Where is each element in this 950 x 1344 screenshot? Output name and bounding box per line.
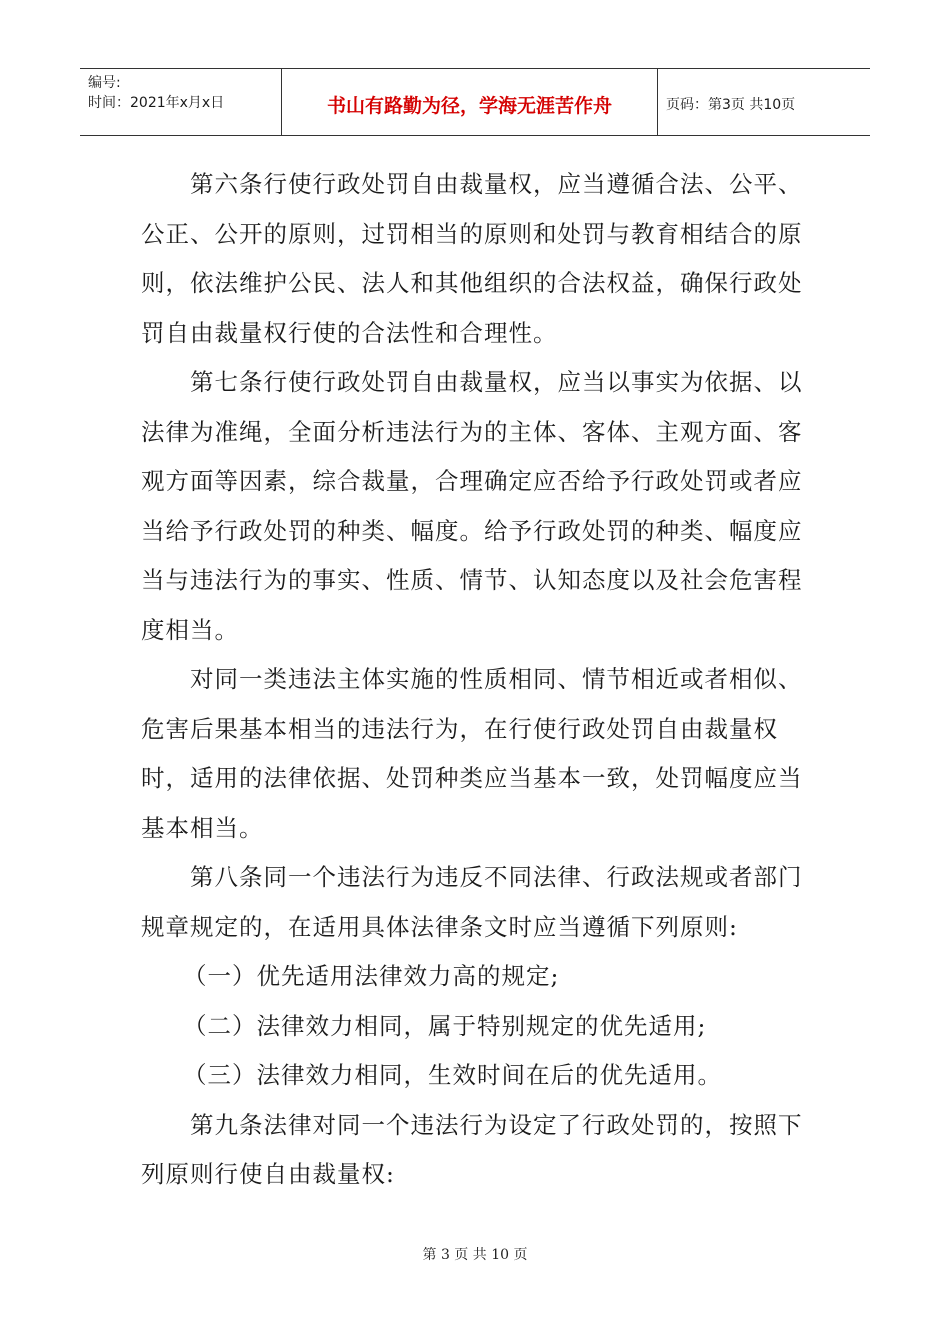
header-motto: 书山有路勤为径，学海无涯苦作舟 (282, 69, 658, 135)
article-8-item-2: （二）法律效力相同，属于特别规定的优先适用; (183, 1011, 707, 1040)
page-footer: 第 3 页 共 10 页 (422, 1247, 528, 1263)
article-8-paragraph: 第八条同一个违法行为违反不同法律、行政法规或者部门规章规定的，在适用具体法律条文时应当遵循下列原则: (141, 863, 803, 941)
article-9-paragraph: 第九条法律对同一个违法行为设定了行政处罚的，按照下列原则行使自由裁量权: (141, 1110, 803, 1188)
article-8-item-1: （一）优先适用法律效力高的规定; (183, 962, 560, 990)
document-number-label: 编号: (88, 75, 121, 91)
article-6-paragraph: 第六条行使行政处罚自由裁量权，应当遵循合法、公平、公正、公开的原则，过罚相当的原则和处罚与教育相结合的原则，依法维护公民、法人和其他组织的合法权益，确保行政处罚自由裁量权行使的合法性和合理性。 (141, 170, 803, 347)
header-meta (80, 69, 282, 135)
document-body (141, 160, 821, 1200)
header-page-info: 页码：第3页 共10页 (666, 97, 796, 113)
document-time: 时间：2021年x月x日 (88, 95, 225, 111)
article-8-item-3: （三）法律效力相同，生效时间在后的优先适用。 (183, 1061, 722, 1089)
article-7-paragraph: 第七条行使行政处罚自由裁量权，应当以事实为依据、以法律为准绳，全面分析违法行为的主体、客体、主观方面、客观方面等因素，综合裁量，合理确定应否给予行政处罚或者应当给予行政处罚的种类、幅度。给予行政处罚的种类、幅度应当与违法行为的事实、性质、情节、认知态度以及社会危害程度相当。 (141, 368, 803, 644)
article-7-continuation-paragraph: 对同一类违法主体实施的性质相同、情节相近或者相似、危害后果基本相当的违法行为，在行使行政处罚自由裁量权时，适用的法律依据、处罚种类应当基本一致，处罚幅度应当基本相当。 (141, 665, 803, 842)
page-header (80, 68, 870, 136)
